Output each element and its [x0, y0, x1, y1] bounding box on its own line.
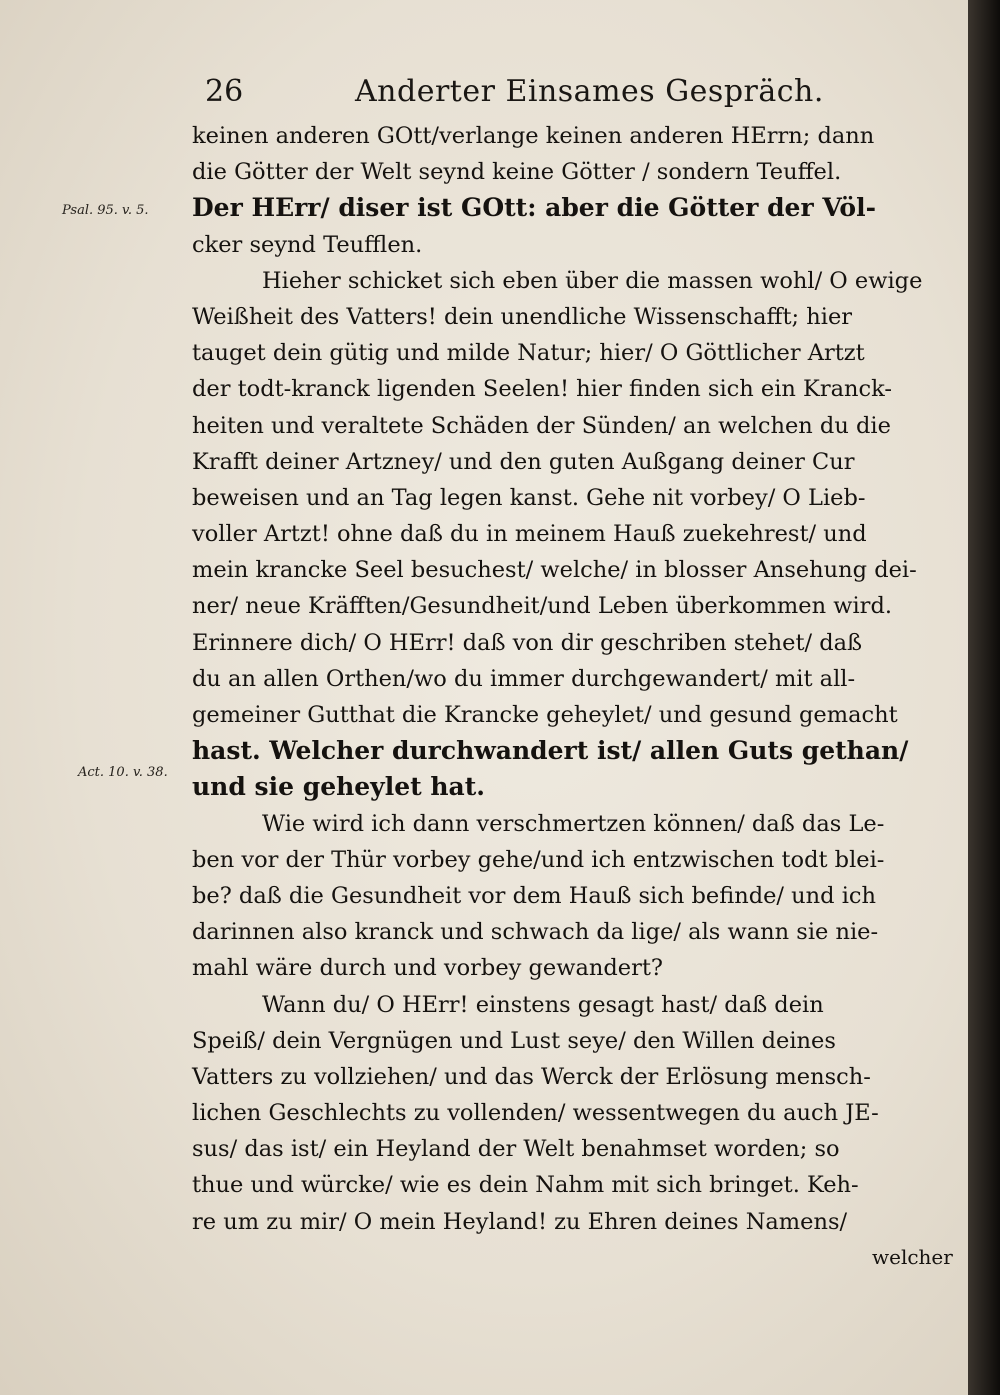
text-line: Der HErr/ diser ist GOtt: aber die Götter der Völ-: [192, 193, 876, 223]
margin-note-acts: Act. 10. v. 38.: [78, 765, 168, 780]
book-gutter-shadow: [968, 0, 1000, 1395]
margin-note-psalm: Psal. 95. v. 5.: [62, 203, 149, 218]
text-line: Hieher schicket sich eben über die massen wohl/ O ewige: [262, 267, 923, 294]
text-line: beweisen und an Tag legen kanst. Gehe nit vorbey/ O Lieb-: [192, 484, 866, 511]
text-line: Vatters zu vollziehen/ und das Werck der Erlösung mensch-: [192, 1063, 871, 1090]
text-line: ben vor der Thür vorbey gehe/und ich entzwischen todt blei-: [192, 846, 885, 873]
text-line: gemeiner Gutthat die Krancke geheylet/ und gesund gemacht: [192, 702, 898, 728]
text-line: lichen Geschlechts zu vollenden/ wessentwegen du auch JE-: [192, 1100, 879, 1127]
text-line: mahl wäre durch und vorbey gewandert?: [192, 955, 663, 982]
text-line: cker seynd Teufflen.: [192, 231, 423, 258]
text-line: voller Artzt! ohne daß du in meinem Hauß zuekehrest/ und: [192, 521, 867, 548]
text-line: re um zu mir/ O mein Heyland! zu Ehren deines Namens/: [192, 1208, 848, 1235]
text-line: du an allen Orthen/wo du immer durchgewandert/ mit all-: [192, 665, 856, 692]
running-title: Anderter Einsames Gespräch.: [355, 74, 824, 109]
text-line: Wie wird ich dann verschmertzen können/ daß das Le-: [262, 810, 885, 837]
text-line: keinen anderen GOtt/verlange keinen anderen HErrn; dann: [192, 123, 875, 149]
page-number: 26: [205, 74, 244, 109]
text-line: sus/ das ist/ ein Heyland der Welt benahmset worden; so: [192, 1136, 840, 1163]
text-line: hast. Welcher durchwandert ist/ allen Guts gethan/: [192, 736, 909, 766]
text-line: Weißheit des Vatters! dein unendliche Wissenschafft; hier: [192, 303, 853, 330]
text-line: darinnen also kranck und schwach da lige/ als wann sie nie-: [192, 919, 879, 946]
text-line: thue und würcke/ wie es dein Nahm mit sich bringet. Keh-: [192, 1172, 859, 1199]
text-line: die Götter der Welt seynd keine Götter / sondern Teuffel.: [192, 159, 842, 186]
text-line: der todt-kranck ligenden Seelen! hier finden sich ein Kranck-: [192, 376, 892, 403]
text-line: Speiß/ dein Vergnügen und Lust seye/ den Willen deines: [192, 1027, 836, 1054]
text-line: Krafft deiner Artzney/ und den guten Außgang deiner Cur: [192, 448, 855, 475]
text-line: heiten und veraltete Schäden der Sünden/ an welchen du die: [192, 412, 891, 439]
text-line: mein krancke Seel besuchest/ welche/ in blosser Ansehung dei-: [192, 557, 917, 584]
body-text: [192, 118, 972, 1240]
text-line: tauget dein gütig und milde Natur; hier/ O Göttlicher Artzt: [192, 340, 865, 367]
text-line: ner/ neue Kräfften/Gesundheit/und Leben überkommen wird.: [192, 593, 892, 620]
page-header: [205, 72, 835, 112]
text-line: und sie geheylet hat.: [192, 772, 485, 802]
text-line: Wann du/ O HErr! einstens gesagt hast/ daß dein: [262, 991, 824, 1018]
text-line: be? daß die Gesundheit vor dem Hauß sich befinde/ und ich: [192, 882, 876, 909]
catchword: welcher: [872, 1245, 953, 1269]
text-line: Erinnere dich/ O HErr! daß von dir geschriben stehet/ daß: [192, 629, 863, 656]
